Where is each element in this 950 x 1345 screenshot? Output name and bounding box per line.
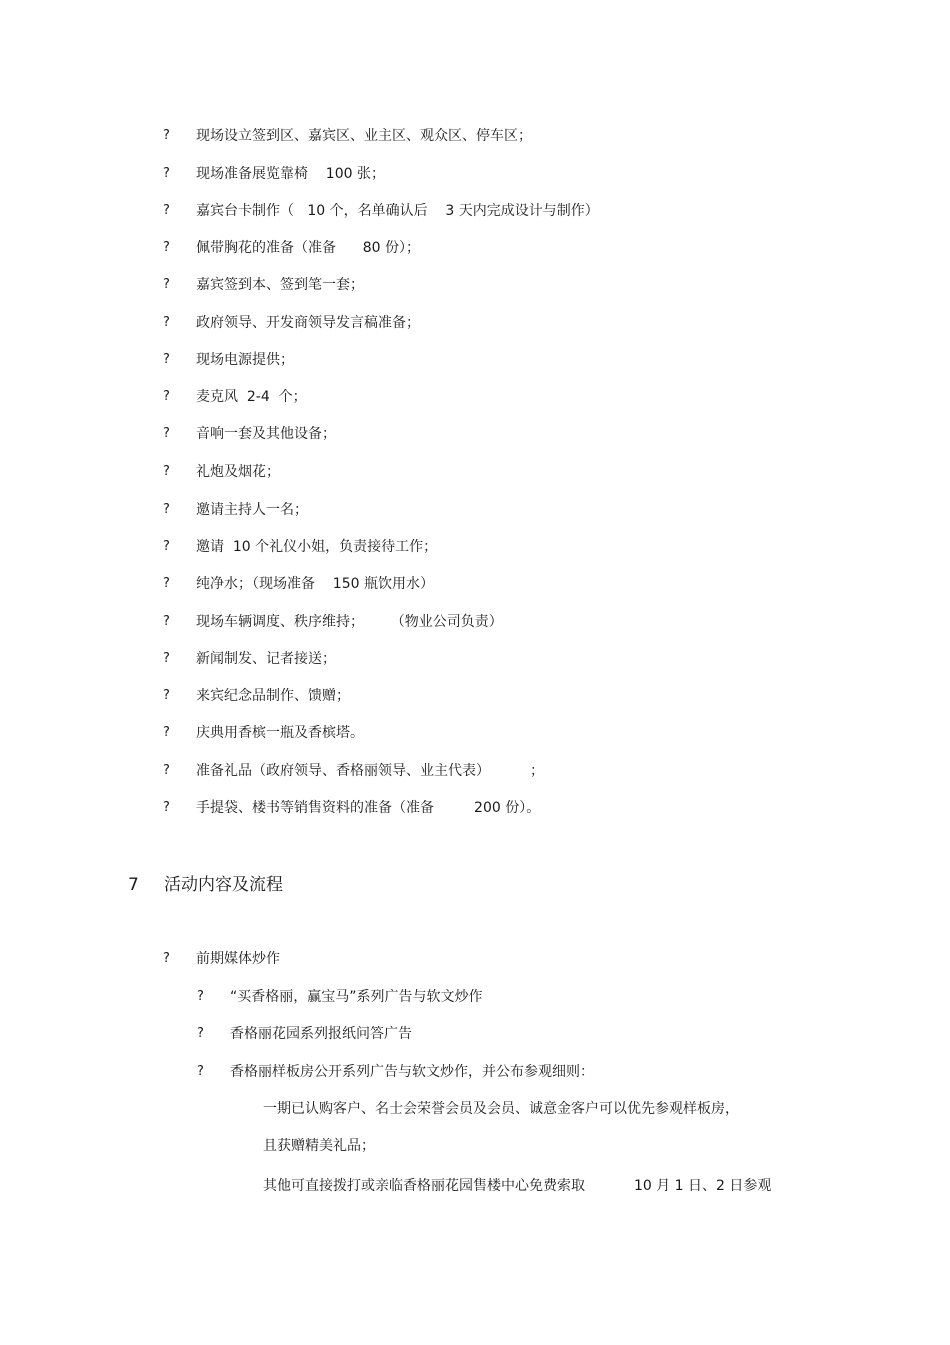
- bullet-icon: ?: [163, 128, 170, 143]
- list-item: [163, 685, 350, 707]
- list-item: [163, 536, 438, 558]
- list-item-text: 新闻制发、记者接送；: [196, 651, 336, 667]
- list-item-text: 麦克风 2-4 个；: [196, 389, 307, 405]
- bullet-icon: ?: [197, 1064, 204, 1079]
- sub-list-item-text: “买香格丽，赢宝马”系列广告与软文炒作: [230, 989, 483, 1005]
- list-item: [163, 760, 545, 782]
- bullet-icon: ?: [163, 240, 170, 255]
- list-item: [163, 423, 336, 445]
- bullet-icon: ?: [163, 426, 170, 441]
- list-item: [163, 722, 364, 744]
- sub-list-item-text: 香格丽样板房公开系列广告与软文炒作，并公布参观细则：: [230, 1064, 594, 1080]
- section-heading: [128, 872, 283, 898]
- bullet-icon: ?: [163, 688, 170, 703]
- bullet-icon: ?: [163, 277, 170, 292]
- sub-list-item-text: 香格丽花园系列报纸问答广告: [230, 1026, 412, 1042]
- detail-line: 其他可直接拨打或亲临香格丽花园售楼中心免费索取 10 月 1 日、2 日参观: [263, 1178, 772, 1194]
- list-item-text: 邀请 10 个礼仪小姐，负责接待工作；: [196, 539, 438, 555]
- list-item: [163, 461, 280, 483]
- bullet-icon: ?: [163, 389, 170, 404]
- list-item: [163, 797, 541, 819]
- list-item-text: 政府领导、开发商领导发言稿准备；: [196, 315, 420, 331]
- detail-line: 一期已认购客户、名士会荣誉会员及会员、诚意金客户可以优先参观样板房，: [263, 1101, 739, 1117]
- bullet-icon: ?: [163, 315, 170, 330]
- list-item: [163, 237, 420, 259]
- sub-list-item: [197, 986, 483, 1008]
- list-item: [163, 125, 532, 147]
- list-item-text: 音响一套及其他设备；: [196, 426, 336, 442]
- bullet-icon: ?: [163, 539, 170, 554]
- list-item-text: 现场准备展览靠椅 100 张；: [196, 166, 385, 182]
- list-item: [163, 200, 599, 222]
- bullet-icon: ?: [163, 725, 170, 740]
- list-item: [163, 349, 294, 371]
- list-item-text: 前期媒体炒作: [196, 951, 280, 967]
- list-item-text: 礼炮及烟花；: [196, 464, 280, 480]
- list-item: [163, 312, 420, 334]
- list-item: [163, 386, 307, 408]
- list-item-text: 佩带胸花的准备（准备 80 份）；: [196, 240, 420, 256]
- bullet-icon: ?: [163, 352, 170, 367]
- list-item-text: 庆典用香槟一瓶及香槟塔。: [196, 725, 364, 741]
- bullet-icon: ?: [163, 576, 170, 591]
- bullet-icon: ?: [197, 989, 204, 1004]
- list-item-text: 现场设立签到区、嘉宾区、业主区、观众区、停车区；: [196, 128, 532, 144]
- list-item: [163, 948, 280, 970]
- bullet-icon: ?: [163, 464, 170, 479]
- sub-list-item: [197, 1023, 412, 1045]
- bullet-icon: ?: [163, 951, 170, 966]
- bullet-icon: ?: [163, 651, 170, 666]
- list-item: [163, 573, 434, 595]
- list-item-text: 来宾纪念品制作、馈赠；: [196, 688, 350, 704]
- list-item-text: 邀请主持人一名；: [196, 502, 308, 518]
- list-item-text: 嘉宾签到本、签到笔一套；: [196, 277, 364, 293]
- list-item-text: 手提袋、楼书等销售资料的准备（准备 200 份）。: [196, 800, 541, 816]
- list-item: [163, 499, 308, 521]
- list-item-text: 嘉宾台卡制作（ 10 个，名单确认后 3 天内完成设计与制作）: [196, 203, 599, 219]
- bullet-icon: ?: [163, 203, 170, 218]
- bullet-icon: ?: [197, 1026, 204, 1041]
- section-number: 7: [128, 875, 139, 895]
- bullet-icon: ?: [163, 166, 170, 181]
- list-item-text: 纯净水；（现场准备 150 瓶饮用水）: [196, 576, 434, 592]
- sub-list-item: [197, 1061, 594, 1083]
- bullet-icon: ?: [163, 800, 170, 815]
- bullet-icon: ?: [163, 614, 170, 629]
- list-item: [163, 648, 336, 670]
- list-item: [163, 611, 503, 633]
- list-item-text: 现场车辆调度、秩序维持； （物业公司负责）: [196, 614, 503, 630]
- list-item: [163, 274, 364, 296]
- list-item: [163, 163, 385, 185]
- detail-line: 且获赠精美礼品；: [263, 1138, 375, 1154]
- section-title: 活动内容及流程: [164, 875, 283, 895]
- list-item-text: 现场电源提供；: [196, 352, 294, 368]
- bullet-icon: ?: [163, 763, 170, 778]
- list-item-text: 准备礼品（政府领导、香格丽领导、业主代表） ；: [196, 763, 545, 779]
- bullet-icon: ?: [163, 502, 170, 517]
